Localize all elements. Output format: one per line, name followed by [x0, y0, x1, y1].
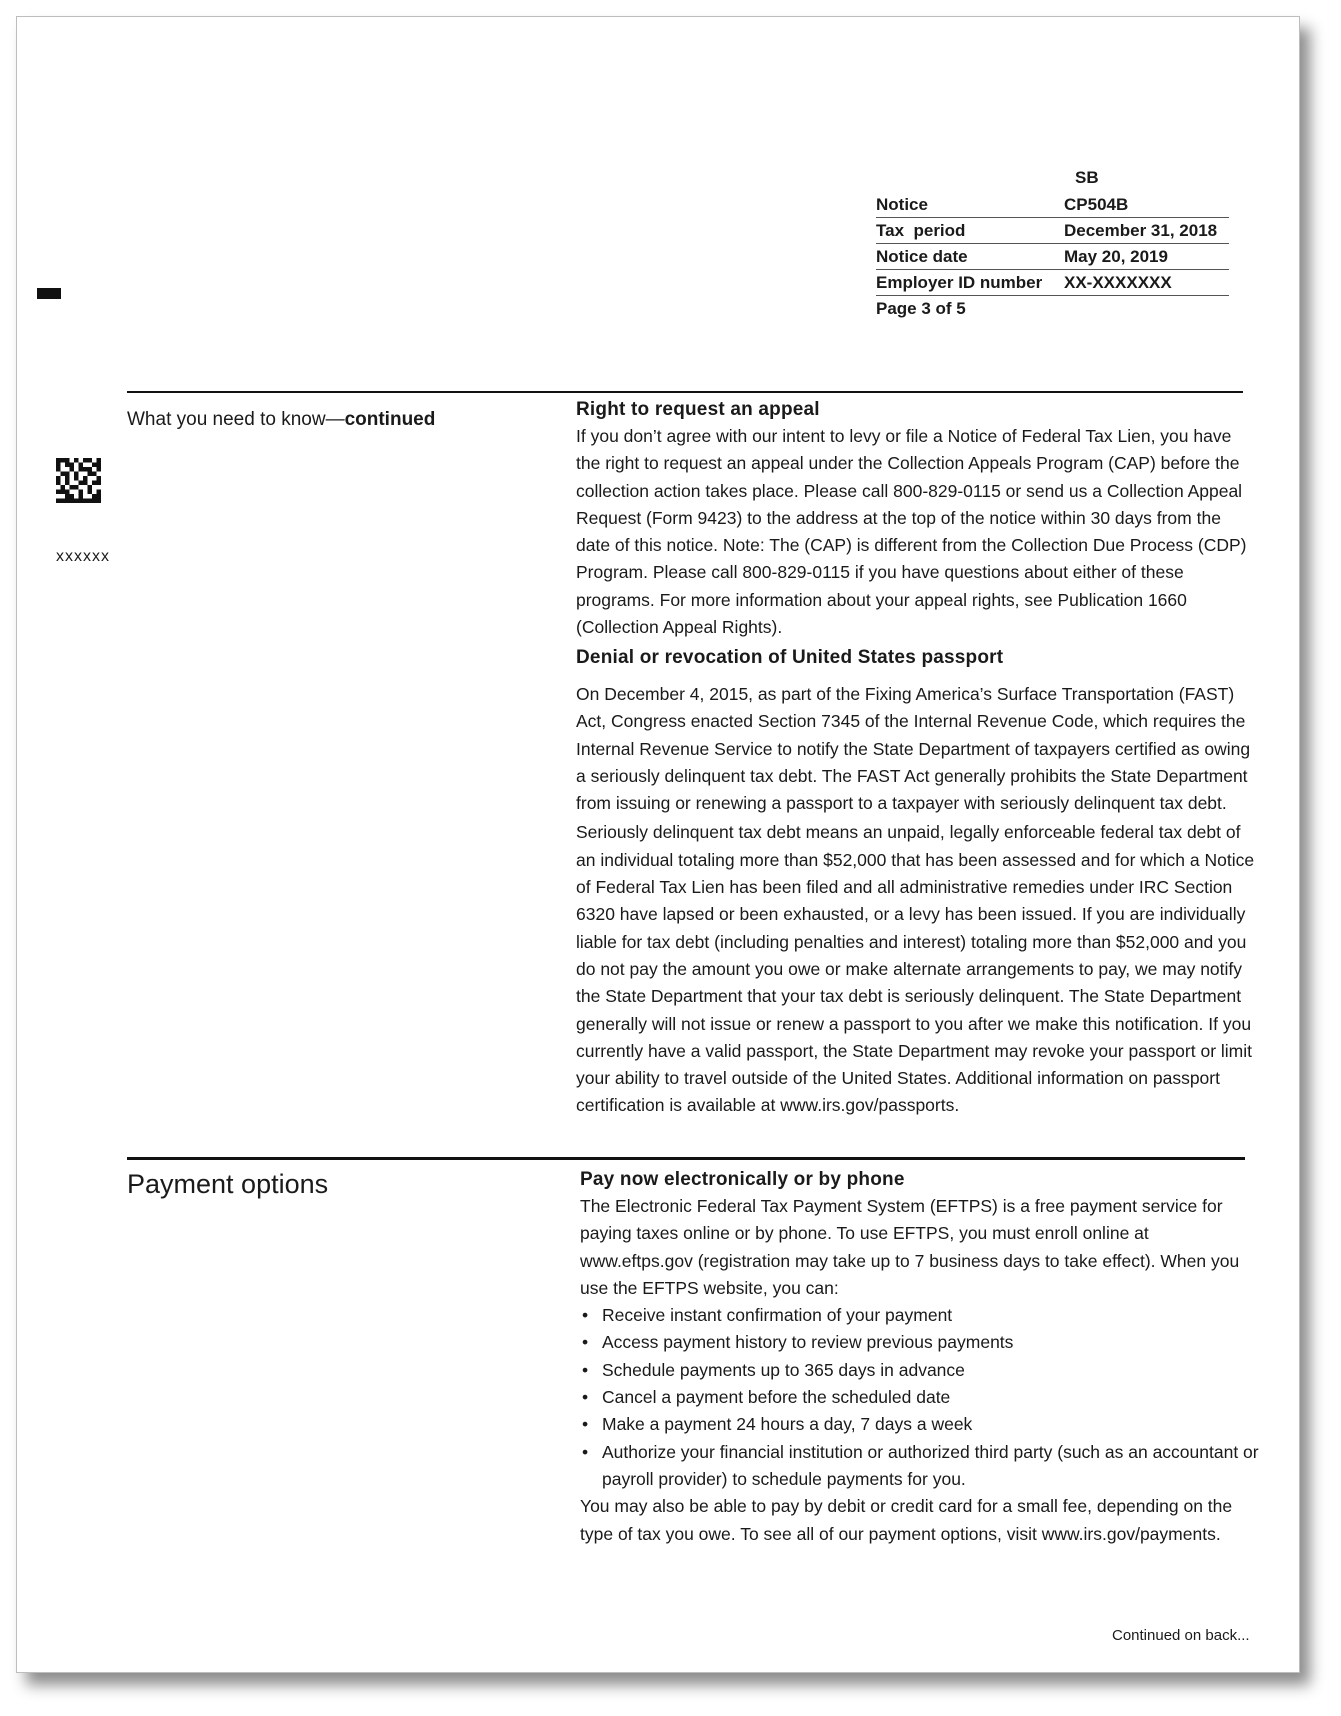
eftps-benefits-list — [580, 1302, 1260, 1493]
section-label-continued: continued — [344, 409, 436, 430]
side-code: xxxxxx — [56, 548, 110, 565]
notice-date-label: Notice date — [876, 244, 1064, 270]
employer-id-label: Employer ID number — [876, 270, 1064, 296]
notice-info-table — [876, 192, 1229, 321]
appeal-text: If you don’t agree with our intent to levy or file a Notice of Federal Tax Lien, you have the right to request an appeal under the Collection Appeals Program (CAP) before the collection action takes place. Please call 800-829-0115 or send us a Collection Appeal Request (Form 9423) to the address at the top of the notice within 30 days from the date of this notice. Note: The (CAP) is different from the Collection Due Process (CDP) Program. Please call 800-829-0115 if you have questions about either of these programs. For more information about your appeal rights, see Publication 1660 (Collection Appeal Rights). — [576, 426, 1247, 638]
tax-period-row — [876, 218, 1229, 244]
payment-intro: The Electronic Federal Tax Payment System (EFTPS) is a free payment service for paying taxes online or by phone. To use EFTPS, you must enroll online at www.eftps.gov (registration may take up to 7 business days to take effect). When you use the EFTPS website, you can: — [580, 1196, 1240, 1298]
tax-period-label: Tax period — [876, 218, 1064, 244]
continued-on-back: Continued on back... — [1112, 1627, 1250, 1644]
appeal-title: Right to request an appeal — [576, 399, 820, 420]
passport-paragraph-2: Seriously delinquent tax debt means an unpaid, legally enforceable federal tax debt of an individual totaling more than $52,000 that has been assessed and for which a Notice of Federal Tax Lien has been filed and all administrative remedies under IRC Section 6320 have lapsed or been exhausted, or a levy has been issued. If you are individually liable for tax debt (including penalties and interest) totaling more than $52,000 and you do not pay the amount you owe or make alternate arrangements to pay, we may notify the State Department that your tax debt is seriously delinquent. The State Department generally will not issue or renew a passport to you after we make this notification. If you currently have a valid passport, the State Department may revoke your passport or limit your ability to travel outside of the United States. Additional information on passport certification is available at www.irs.gov/passports. — [576, 822, 1255, 1116]
payment-outro: You may also be able to pay by debit or credit card for a small fee, depending on the type of tax you owe. To see all of our payment options, visit www.irs.gov/payments. — [580, 1496, 1233, 1544]
section-divider — [127, 1157, 1245, 1160]
passport-section — [576, 644, 1256, 1120]
list-item: • Make a payment 24 hours a day, 7 days a week — [580, 1411, 1260, 1438]
list-item: • Cancel a payment before the scheduled date — [580, 1384, 1260, 1411]
list-item: • Access payment history to review previous payments — [580, 1329, 1260, 1356]
tax-period-value: December 31, 2018 — [1064, 218, 1229, 244]
employer-id-value: XX-XXXXXXX — [1064, 270, 1229, 296]
matrix-barcode-icon — [56, 458, 101, 503]
notice-row — [876, 192, 1229, 218]
employer-id-row — [876, 270, 1229, 296]
list-item: • Schedule payments up to 365 days in advance — [580, 1357, 1260, 1384]
notice-label: Notice — [876, 192, 1064, 218]
list-item: • Receive instant confirmation of your payment — [580, 1302, 1260, 1329]
page-number-row — [876, 296, 1229, 322]
passport-paragraph-1: On December 4, 2015, as part of the Fixing America’s Surface Transportation (FAST) Act, Congress enacted Section 7345 of the Internal Revenue Code, which requires the Internal Revenue Service to notify the State Department of taxpayers certified as owing a seriously delinquent tax debt. The FAST Act generally prohibits the State Department from issuing or renewing a passport to a taxpayer with seriously delinquent tax debt. — [576, 684, 1251, 814]
payment-title: Pay now electronically or by phone — [580, 1169, 905, 1190]
appeal-section — [576, 396, 1256, 641]
passport-title: Denial or revocation of United States passport — [576, 647, 1004, 668]
notice-date-row — [876, 244, 1229, 270]
page-number: Page 3 of 5 — [876, 299, 966, 318]
notice-date-value: May 20, 2019 — [1064, 244, 1229, 270]
header-code: SB — [1075, 168, 1099, 187]
section-label-know — [127, 409, 435, 431]
section-divider — [127, 391, 1243, 393]
payment-section — [580, 1166, 1260, 1548]
list-item: • Authorize your financial institution or authorized third party (such as an accountant or payroll provider) to schedule payments for you. — [580, 1439, 1260, 1494]
registration-mark — [37, 288, 61, 299]
section-label-payment: Payment options — [127, 1169, 329, 1199]
section-label-prefix: What you need to know— — [127, 409, 345, 430]
notice-value: CP504B — [1064, 192, 1229, 218]
